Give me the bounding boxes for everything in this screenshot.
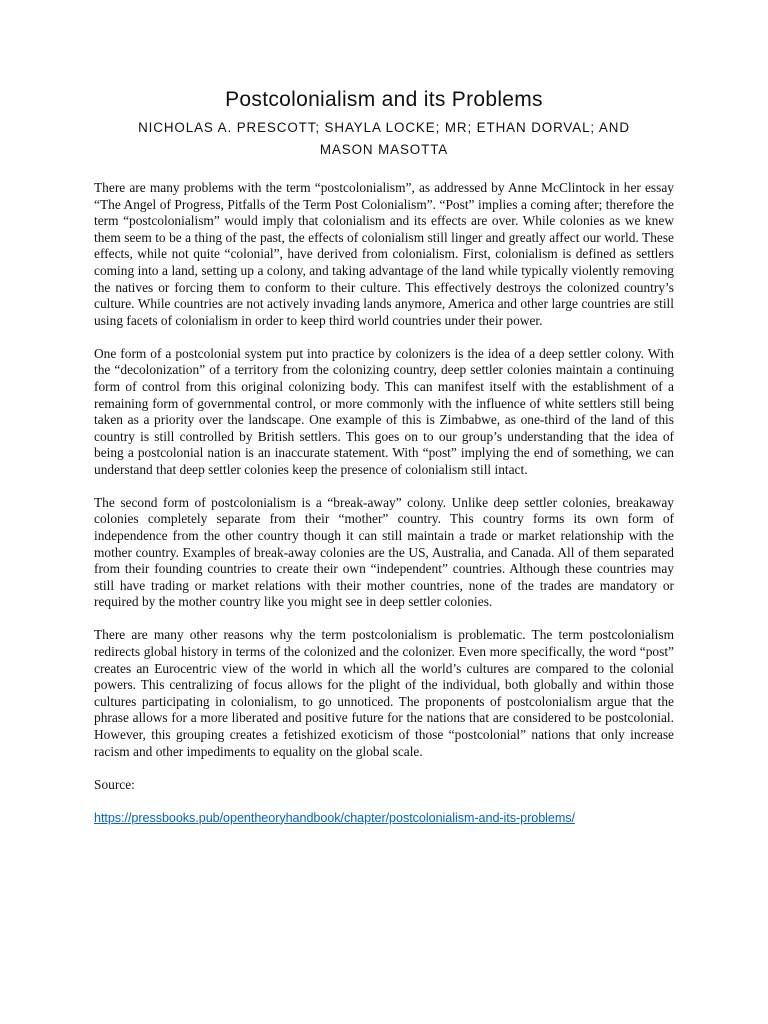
paragraph-4: There are many other reasons why the term postcolonialism is problematic. The term postcolonialism redirects global history in terms of the colonized and the colonizer. Even more specifically, the word “post” creates an Eurocentric view of the world in which all the world’s cultures are compared to the colonial powers. This centralizing of focus allows for the plight of the individual, both globally and within those cultures participating in colonialism, to go unnoticed. The proponents of postcolonialism argue that the phrase allows for a more liberated and positive future for the nations that are considered to be postcolonial. However, this grouping creates a fetishized exoticism of those “postcolonial” nations that only increase racism and other impediments to equality on the global scale. <box>94 627 674 759</box>
authors-line-1: NICHOLAS A. PRESCOTT; SHAYLA LOCKE; MR; ETHAN DORVAL; AND <box>138 120 630 135</box>
document-title: Postcolonialism and its Problems <box>225 88 543 111</box>
authors-line-2: MASON MASOTTA <box>319 142 449 157</box>
paragraph-2: One form of a postcolonial system put into practice by colonizers is the idea of a deep settler colony. With the “decolonization” of a territory from the colonizing country, deep settler colonies maintain a continuing form of control from this original colonizing body. This can manifest itself with the establishment of a remaining form of governmental control, or more commonly with the influence of white settlers still being taken as a priority over the landscape. One example of this is Zimbabwe, as one-third of the land of this country is still controlled by British settlers. This goes on to our group’s understanding that the idea of being a postcolonial nation is an inaccurate statement. With “post” implying the end of something, we can understand that deep settler colonies keep the presence of colonialism still intact. <box>94 345 674 477</box>
paragraph-3: The second form of postcolonialism is a “break-away” colony. Unlike deep settler colonies, breakaway colonies completely separate from their “mother” country. This country forms its own form of independence from the other country though it can still maintain a trade or market relationship with the mother country. Examples of break-away colonies are the US, Australia, and Canada. All of them separated from their founding countries to create their own “independent” countries. Although these countries may still have trading or market relations with their mother countries, none of the trades are mandatory or required by the mother country like you might see in deep settler colonies. <box>94 494 674 610</box>
document-header <box>94 86 674 161</box>
source-section <box>94 777 674 827</box>
source-label: Source: <box>94 776 135 792</box>
source-link[interactable]: https://pressbooks.pub/opentheoryhandbook/chapter/postcolonialism-and-its-problems/ <box>94 810 575 825</box>
document-body <box>94 180 674 826</box>
authors-byline <box>94 117 674 161</box>
paragraph-1: There are many problems with the term “postcolonialism”, as addressed by Anne McClintock in her essay “The Angel of Progress, Pitfalls of the Term Post Colonialism”. “Post” implies a coming after; therefore the term “postcolonialism” would imply that colonialism and its effects are over. While colonies as we knew them seem to be a thing of the past, the effects of colonialism still linger and greatly affect our world. These effects, while not quite “colonial”, have derived from colonialism. First, colonialism is defined as settlers coming into a land, setting up a colony, and taking advantage of the land while typically violently removing the natives or forcing them to conform to their culture. This effectively destroys the colonized country’s culture. While countries are not actively invading lands anymore, America and other large countries are still using facets of colonialism in order to keep third world countries under their power. <box>94 180 674 328</box>
